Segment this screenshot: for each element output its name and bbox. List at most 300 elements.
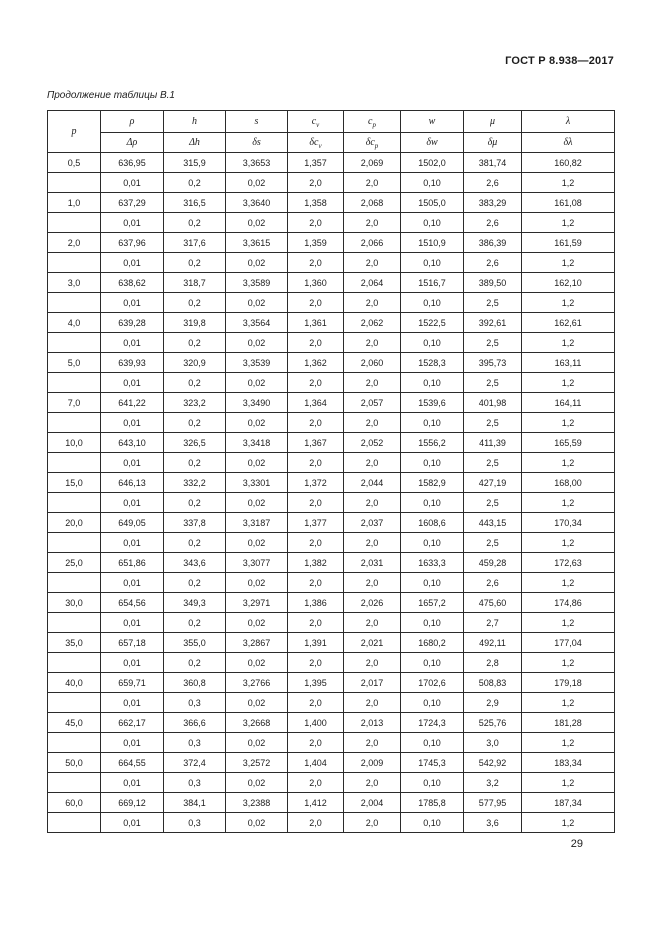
value-cell: 643,10 [101,433,164,453]
value-cell: 1,372 [288,473,344,493]
uncertainty-cell: 3,2 [464,773,522,793]
data-table [47,110,615,833]
value-cell: 1539,6 [401,393,464,413]
header-cell-h: h [164,111,226,133]
value-cell: 1,404 [288,753,344,773]
header-cell-mu: μ [464,111,522,133]
uncertainty-cell: 1,2 [522,213,615,233]
document-header: ГОСТ Р 8.938—2017 [505,55,614,67]
pressure-cell: 15,0 [48,473,101,493]
value-cell: 3,2971 [226,593,288,613]
header-cell-delta-cv: $\delta c_v$ [288,133,344,153]
pressure-cell: 20,0 [48,513,101,533]
value-cell: 664,55 [101,753,164,773]
pressure-cell-empty [48,733,101,753]
uncertainty-row [48,493,615,513]
uncertainty-cell: 2,0 [288,733,344,753]
uncertainty-cell: 0,02 [226,293,288,313]
value-cell: 386,39 [464,233,522,253]
uncertainty-cell: 1,2 [522,813,615,833]
uncertainty-cell: 1,2 [522,733,615,753]
pressure-cell-empty [48,693,101,713]
value-cell: 3,2572 [226,753,288,773]
value-cell: 372,4 [164,753,226,773]
uncertainty-cell: 0,02 [226,693,288,713]
value-cell: 1,412 [288,793,344,813]
uncertainty-cell: 2,0 [344,453,401,473]
uncertainty-cell: 0,01 [101,453,164,473]
uncertainty-cell: 0,02 [226,253,288,273]
pressure-cell-empty [48,173,101,193]
value-cell: 360,8 [164,673,226,693]
value-cell: 172,63 [522,553,615,573]
uncertainty-cell: 0,01 [101,813,164,833]
uncertainty-cell: 0,2 [164,533,226,553]
uncertainty-cell: 2,0 [344,733,401,753]
value-cell: 162,61 [522,313,615,333]
uncertainty-cell: 0,10 [401,293,464,313]
table-body [48,153,615,833]
value-cell: 1,367 [288,433,344,453]
uncertainty-cell: 0,2 [164,333,226,353]
uncertainty-cell: 0,10 [401,253,464,273]
value-cell: 164,11 [522,393,615,413]
uncertainty-cell: 1,2 [522,693,615,713]
value-cell: 654,56 [101,593,164,613]
uncertainty-cell: 0,01 [101,653,164,673]
value-cell: 1,358 [288,193,344,213]
uncertainty-cell: 0,3 [164,773,226,793]
value-cell: 2,057 [344,393,401,413]
value-cell: 1,364 [288,393,344,413]
value-cell: 1556,2 [401,433,464,453]
value-cell: 1522,5 [401,313,464,333]
uncertainty-cell: 3,6 [464,813,522,833]
value-cell: 1,362 [288,353,344,373]
pressure-cell: 0,5 [48,153,101,173]
value-cell: 3,3077 [226,553,288,573]
value-cell: 2,069 [344,153,401,173]
value-cell: 443,15 [464,513,522,533]
value-cell: 1,395 [288,673,344,693]
uncertainty-cell: 0,10 [401,493,464,513]
value-row [48,393,615,413]
uncertainty-cell: 1,2 [522,453,615,473]
value-cell: 163,11 [522,353,615,373]
uncertainty-cell: 2,0 [344,773,401,793]
uncertainty-cell: 0,10 [401,653,464,673]
uncertainty-cell: 0,01 [101,413,164,433]
uncertainty-cell: 2,6 [464,173,522,193]
value-row [48,273,615,293]
uncertainty-cell: 0,2 [164,493,226,513]
value-cell: 177,04 [522,633,615,653]
value-cell: 3,3615 [226,233,288,253]
uncertainty-cell: 2,0 [344,493,401,513]
value-cell: 2,066 [344,233,401,253]
uncertainty-cell: 2,0 [288,773,344,793]
value-cell: 2,004 [344,793,401,813]
uncertainty-cell: 0,01 [101,293,164,313]
uncertainty-cell: 2,6 [464,253,522,273]
pressure-cell: 1,0 [48,193,101,213]
value-cell: 542,92 [464,753,522,773]
value-cell: 1,360 [288,273,344,293]
pressure-cell: 7,0 [48,393,101,413]
value-cell: 2,009 [344,753,401,773]
uncertainty-cell: 0,10 [401,373,464,393]
pressure-cell-empty [48,533,101,553]
uncertainty-cell: 2,0 [344,213,401,233]
value-cell: 383,29 [464,193,522,213]
header-cell-cp: $c_p$ [344,111,401,133]
uncertainty-cell: 1,2 [522,373,615,393]
uncertainty-cell: 0,3 [164,813,226,833]
uncertainty-cell: 0,01 [101,613,164,633]
value-cell: 168,00 [522,473,615,493]
uncertainty-cell: 2,0 [344,253,401,273]
uncertainty-cell: 2,0 [288,213,344,233]
value-cell: 174,86 [522,593,615,613]
value-cell: 2,064 [344,273,401,293]
uncertainty-cell: 0,10 [401,333,464,353]
uncertainty-cell: 0,02 [226,733,288,753]
uncertainty-cell: 2,0 [288,413,344,433]
uncertainty-row [48,693,615,713]
uncertainty-row [48,213,615,233]
uncertainty-cell: 2,7 [464,613,522,633]
pressure-cell-empty [48,773,101,793]
uncertainty-cell: 0,10 [401,613,464,633]
value-cell: 161,08 [522,193,615,213]
uncertainty-cell: 1,2 [522,773,615,793]
value-cell: 2,068 [344,193,401,213]
value-cell: 1680,2 [401,633,464,653]
value-cell: 389,50 [464,273,522,293]
uncertainty-cell: 0,2 [164,613,226,633]
value-cell: 1505,0 [401,193,464,213]
value-cell: 427,19 [464,473,522,493]
value-cell: 1,400 [288,713,344,733]
value-row [48,433,615,453]
pressure-cell-empty [48,333,101,353]
uncertainty-cell: 0,01 [101,333,164,353]
pressure-cell: 30,0 [48,593,101,613]
value-cell: 459,28 [464,553,522,573]
uncertainty-cell: 0,01 [101,213,164,233]
value-cell: 1,357 [288,153,344,173]
uncertainty-cell: 0,10 [401,733,464,753]
value-cell: 639,28 [101,313,164,333]
uncertainty-cell: 2,6 [464,573,522,593]
uncertainty-cell: 2,0 [344,333,401,353]
value-cell: 662,17 [101,713,164,733]
uncertainty-row [48,733,615,753]
header-delta-row [48,133,615,153]
pressure-cell: 4,0 [48,313,101,333]
uncertainty-cell: 0,02 [226,333,288,353]
uncertainty-cell: 2,0 [288,493,344,513]
value-cell: 1,386 [288,593,344,613]
value-cell: 316,5 [164,193,226,213]
value-cell: 411,39 [464,433,522,453]
value-cell: 1657,2 [401,593,464,613]
pressure-cell: 40,0 [48,673,101,693]
value-cell: 2,026 [344,593,401,613]
uncertainty-cell: 0,02 [226,413,288,433]
value-row [48,673,615,693]
value-cell: 669,12 [101,793,164,813]
value-cell: 179,18 [522,673,615,693]
value-cell: 3,3640 [226,193,288,213]
uncertainty-cell: 0,10 [401,693,464,713]
value-cell: 3,3589 [226,273,288,293]
value-cell: 395,73 [464,353,522,373]
pressure-cell: 2,0 [48,233,101,253]
uncertainty-cell: 1,2 [522,253,615,273]
uncertainty-cell: 2,5 [464,373,522,393]
uncertainty-row [48,773,615,793]
header-cell-w: w [401,111,464,133]
value-cell: 1745,3 [401,753,464,773]
value-cell: 326,5 [164,433,226,453]
uncertainty-cell: 1,2 [522,333,615,353]
value-row [48,713,615,733]
table-head [48,111,615,153]
uncertainty-cell: 2,0 [344,173,401,193]
pressure-cell: 60,0 [48,793,101,813]
uncertainty-cell: 0,10 [401,533,464,553]
uncertainty-cell: 0,02 [226,453,288,473]
header-cell-lambda: λ [522,111,615,133]
value-cell: 319,8 [164,313,226,333]
uncertainty-cell: 0,01 [101,173,164,193]
value-row [48,793,615,813]
value-cell: 2,062 [344,313,401,333]
uncertainty-cell: 2,0 [288,453,344,473]
uncertainty-cell: 0,10 [401,413,464,433]
value-cell: 637,96 [101,233,164,253]
value-cell: 161,59 [522,233,615,253]
value-cell: 638,62 [101,273,164,293]
pressure-cell: 3,0 [48,273,101,293]
value-cell: 2,037 [344,513,401,533]
uncertainty-cell: 0,3 [164,733,226,753]
uncertainty-row [48,453,615,473]
value-cell: 508,83 [464,673,522,693]
pressure-cell: 25,0 [48,553,101,573]
header-cell-delta-rho: Δρ [101,133,164,153]
uncertainty-cell: 0,01 [101,373,164,393]
value-row [48,553,615,573]
uncertainty-cell: 2,5 [464,413,522,433]
uncertainty-cell: 0,02 [226,533,288,553]
value-cell: 1502,0 [401,153,464,173]
value-cell: 3,3418 [226,433,288,453]
uncertainty-row [48,813,615,833]
pressure-cell-empty [48,813,101,833]
uncertainty-cell: 0,02 [226,773,288,793]
header-cell-cv: $c_v$ [288,111,344,133]
value-cell: 170,34 [522,513,615,533]
uncertainty-cell: 2,0 [344,813,401,833]
uncertainty-cell: 0,01 [101,573,164,593]
value-cell: 337,8 [164,513,226,533]
value-cell: 2,060 [344,353,401,373]
uncertainty-cell: 1,2 [522,533,615,553]
value-row [48,593,615,613]
uncertainty-row [48,413,615,433]
uncertainty-cell: 2,0 [344,413,401,433]
uncertainty-cell: 2,0 [288,573,344,593]
pressure-cell-empty [48,293,101,313]
value-cell: 349,3 [164,593,226,613]
value-cell: 641,22 [101,393,164,413]
value-cell: 317,6 [164,233,226,253]
uncertainty-cell: 2,8 [464,653,522,673]
value-row [48,473,615,493]
uncertainty-cell: 0,02 [226,493,288,513]
uncertainty-row [48,333,615,353]
value-cell: 657,18 [101,633,164,653]
uncertainty-cell: 0,2 [164,413,226,433]
value-cell: 1528,3 [401,353,464,373]
value-cell: 1633,3 [401,553,464,573]
value-cell: 318,7 [164,273,226,293]
uncertainty-cell: 0,2 [164,453,226,473]
uncertainty-cell: 2,5 [464,453,522,473]
value-cell: 637,29 [101,193,164,213]
value-cell: 1516,7 [401,273,464,293]
value-row [48,513,615,533]
value-cell: 3,3490 [226,393,288,413]
uncertainty-cell: 0,02 [226,813,288,833]
uncertainty-row [48,253,615,273]
uncertainty-cell: 2,0 [288,173,344,193]
pressure-cell-empty [48,413,101,433]
uncertainty-cell: 0,02 [226,373,288,393]
uncertainty-cell: 1,2 [522,573,615,593]
header-symbol-row [48,111,615,133]
pressure-cell-empty [48,373,101,393]
uncertainty-cell: 2,0 [288,253,344,273]
pressure-cell-empty [48,573,101,593]
value-cell: 2,017 [344,673,401,693]
uncertainty-cell: 0,2 [164,253,226,273]
uncertainty-cell: 0,01 [101,493,164,513]
value-cell: 577,95 [464,793,522,813]
value-cell: 525,76 [464,713,522,733]
uncertainty-cell: 0,10 [401,813,464,833]
value-cell: 343,6 [164,553,226,573]
uncertainty-row [48,293,615,313]
uncertainty-cell: 1,2 [522,493,615,513]
uncertainty-cell: 2,0 [288,333,344,353]
value-cell: 366,6 [164,713,226,733]
uncertainty-row [48,653,615,673]
value-cell: 3,2867 [226,633,288,653]
pressure-cell-empty [48,213,101,233]
value-cell: 3,3564 [226,313,288,333]
pressure-cell-empty [48,453,101,473]
header-cell-delta-s: δs [226,133,288,153]
header-cell-delta-cp: $\delta c_p$ [344,133,401,153]
value-cell: 401,98 [464,393,522,413]
uncertainty-row [48,173,615,193]
value-cell: 2,044 [344,473,401,493]
page-number: 29 [570,838,583,850]
value-cell: 1702,6 [401,673,464,693]
value-cell: 649,05 [101,513,164,533]
value-cell: 3,3187 [226,513,288,533]
value-cell: 1724,3 [401,713,464,733]
uncertainty-cell: 2,0 [344,373,401,393]
value-cell: 1608,6 [401,513,464,533]
value-cell: 2,013 [344,713,401,733]
value-cell: 1510,9 [401,233,464,253]
uncertainty-cell: 0,01 [101,733,164,753]
value-cell: 3,3301 [226,473,288,493]
uncertainty-cell: 1,2 [522,173,615,193]
value-row [48,633,615,653]
uncertainty-cell: 2,0 [288,533,344,553]
value-row [48,233,615,253]
uncertainty-cell: 2,0 [344,533,401,553]
value-cell: 475,60 [464,593,522,613]
uncertainty-cell: 0,10 [401,173,464,193]
value-cell: 160,82 [522,153,615,173]
uncertainty-cell: 2,5 [464,493,522,513]
value-cell: 492,11 [464,633,522,653]
value-row [48,153,615,173]
value-cell: 3,3539 [226,353,288,373]
value-cell: 3,3653 [226,153,288,173]
uncertainty-cell: 1,2 [522,413,615,433]
value-cell: 3,2668 [226,713,288,733]
uncertainty-cell: 0,02 [226,613,288,633]
pressure-cell-empty [48,613,101,633]
value-cell: 187,34 [522,793,615,813]
value-cell: 320,9 [164,353,226,373]
header-cell-delta-mu: δμ [464,133,522,153]
header-cell-delta-w: δw [401,133,464,153]
uncertainty-cell: 0,02 [226,653,288,673]
uncertainty-cell: 0,10 [401,213,464,233]
pressure-cell-empty [48,253,101,273]
pressure-cell-empty [48,493,101,513]
value-row [48,313,615,333]
value-row [48,193,615,213]
value-row [48,353,615,373]
value-cell: 3,2766 [226,673,288,693]
uncertainty-cell: 0,2 [164,213,226,233]
value-cell: 162,10 [522,273,615,293]
uncertainty-cell: 0,2 [164,373,226,393]
value-cell: 651,86 [101,553,164,573]
value-cell: 3,2388 [226,793,288,813]
uncertainty-cell: 2,0 [344,573,401,593]
uncertainty-cell: 0,2 [164,293,226,313]
pressure-cell: 45,0 [48,713,101,733]
uncertainty-cell: 0,10 [401,573,464,593]
uncertainty-cell: 2,5 [464,293,522,313]
uncertainty-cell: 0,01 [101,773,164,793]
uncertainty-cell: 0,01 [101,253,164,273]
uncertainty-row [48,533,615,553]
table-caption: Продолжение таблицы В.1 [47,90,175,101]
value-cell: 2,031 [344,553,401,573]
uncertainty-cell: 2,0 [288,693,344,713]
